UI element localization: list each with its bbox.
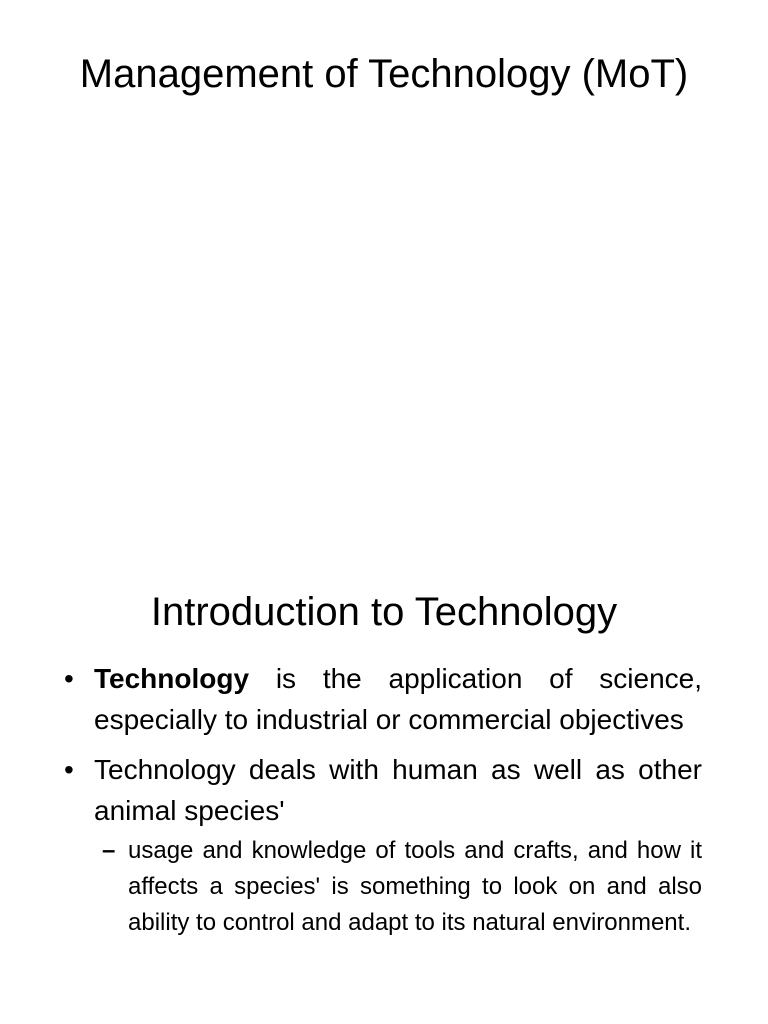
bullet-term: Technology (94, 663, 250, 694)
bullet-icon: • (64, 754, 74, 785)
bullet-item (62, 749, 702, 941)
sub-bullet-text: usage and knowledge of tools and crafts, and how it affects a species' is something to look on and also ability to control and adapt to its natural environment. (128, 837, 702, 936)
slide-title: Management of Technology (MoT) (79, 52, 689, 96)
bullet-text: is the application of science, especially to industrial or commercial objectives (94, 663, 702, 735)
slide-2 (0, 560, 768, 1024)
dash-icon: – (102, 837, 116, 864)
sub-bullet-item (62, 833, 702, 941)
bullet-item (62, 658, 702, 740)
bullet-icon: • (64, 663, 74, 694)
bullet-list (62, 658, 702, 950)
slide-title: Introduction to Technology (150, 590, 618, 634)
bullet-text: Technology deals with human as well as other animal species' (94, 754, 702, 826)
